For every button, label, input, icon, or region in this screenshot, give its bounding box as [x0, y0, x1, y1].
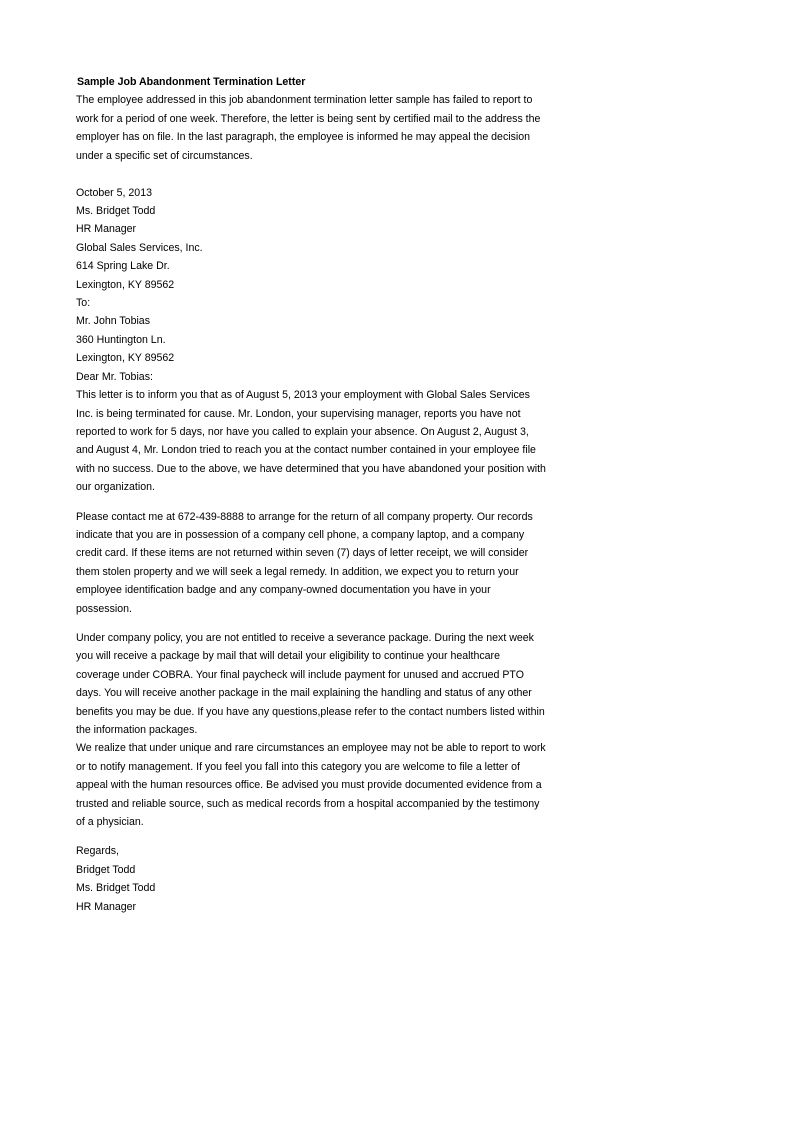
sender-city: Lexington, KY 89562 — [76, 278, 175, 291]
body-paragraph-4: We realize that under unique and rare circumstances an employee may not be able to report to work or to notify management. If you feel you fall into this category you are welcome to file a letter of appeal with the human resources office. Be advised you must provide documented evidence from a trusted and reliable source, such as medical records from a hospital accompanied by the testimony of a physician. — [76, 742, 546, 829]
closing-title: HR Manager — [76, 900, 137, 913]
sender-block — [76, 184, 546, 294]
closing-signature: Bridget Todd — [76, 863, 136, 876]
document-title: Sample Job Abandonment Termination Letter — [77, 76, 306, 88]
letter-date: October 5, 2013 — [76, 186, 152, 199]
closing-block — [76, 842, 546, 916]
sender-street: 614 Spring Lake Dr. — [76, 260, 170, 273]
recipient-street: 360 Huntington Ln. — [76, 333, 166, 346]
spacer — [76, 165, 546, 184]
recipient-block — [76, 294, 546, 368]
letter-document — [76, 73, 546, 916]
recipient-city: Lexington, KY 89562 — [76, 352, 175, 365]
recipient-name: Mr. John Tobias — [76, 315, 150, 328]
to-label: To: — [76, 297, 91, 310]
body-paragraph-1: This letter is to inform you that as of August 5, 2013 your employment with Global Sales Services Inc. is being terminated for cause. Mr. London, your supervising manager, reports you have not reported to work for 5 days, nor have you called to explain your absence. On August 2, August 3, and August 4, Mr. London tried to reach you at the contact number contained in your employee file with no success. Due to the above, we have determined that you have abandoned your position with our organization. — [76, 389, 546, 494]
sender-name: Ms. Bridget Todd — [76, 205, 156, 218]
sender-company: Global Sales Services, Inc. — [76, 241, 203, 254]
body-paragraph-2: Please contact me at 672-439-8888 to arrange for the return of all company property. Our records indicate that you are in possession of a company cell phone, a company laptop, and a company credit card. If these items are not returned within seven (7) days of letter receipt, we will consider them stolen property and we will seek a legal remedy. In addition, we expect you to return your employee identification badge and any company-owned documentation you have in your possession. — [76, 510, 533, 615]
intro-paragraph: The employee addressed in this job abandonment termination letter sample has failed to report to work for a period of one week. Therefore, the letter is being sent by certified mail to the address the employer has on file. In the last paragraph, the employee is informed he may appeal the decision under a specific set of circumstances. — [76, 94, 541, 162]
sender-title: HR Manager — [76, 223, 137, 236]
closing-name: Ms. Bridget Todd — [76, 882, 156, 895]
closing-regards: Regards, — [76, 845, 119, 858]
body-paragraph-3: Under company policy, you are not entitled to receive a severance package. During the next week you will receive a package by mail that will detail your eligibility to continue your healthcare coverage under COBRA. Your final paycheck will include payment for unused and accrued PTO days. You will receive another package in the mail explaining the handling and status of any other benefits you may be due. If you have any questions,please refer to the contact numbers listed within the information packages. — [76, 631, 545, 736]
salutation: Dear Mr. Tobias: — [76, 370, 153, 383]
